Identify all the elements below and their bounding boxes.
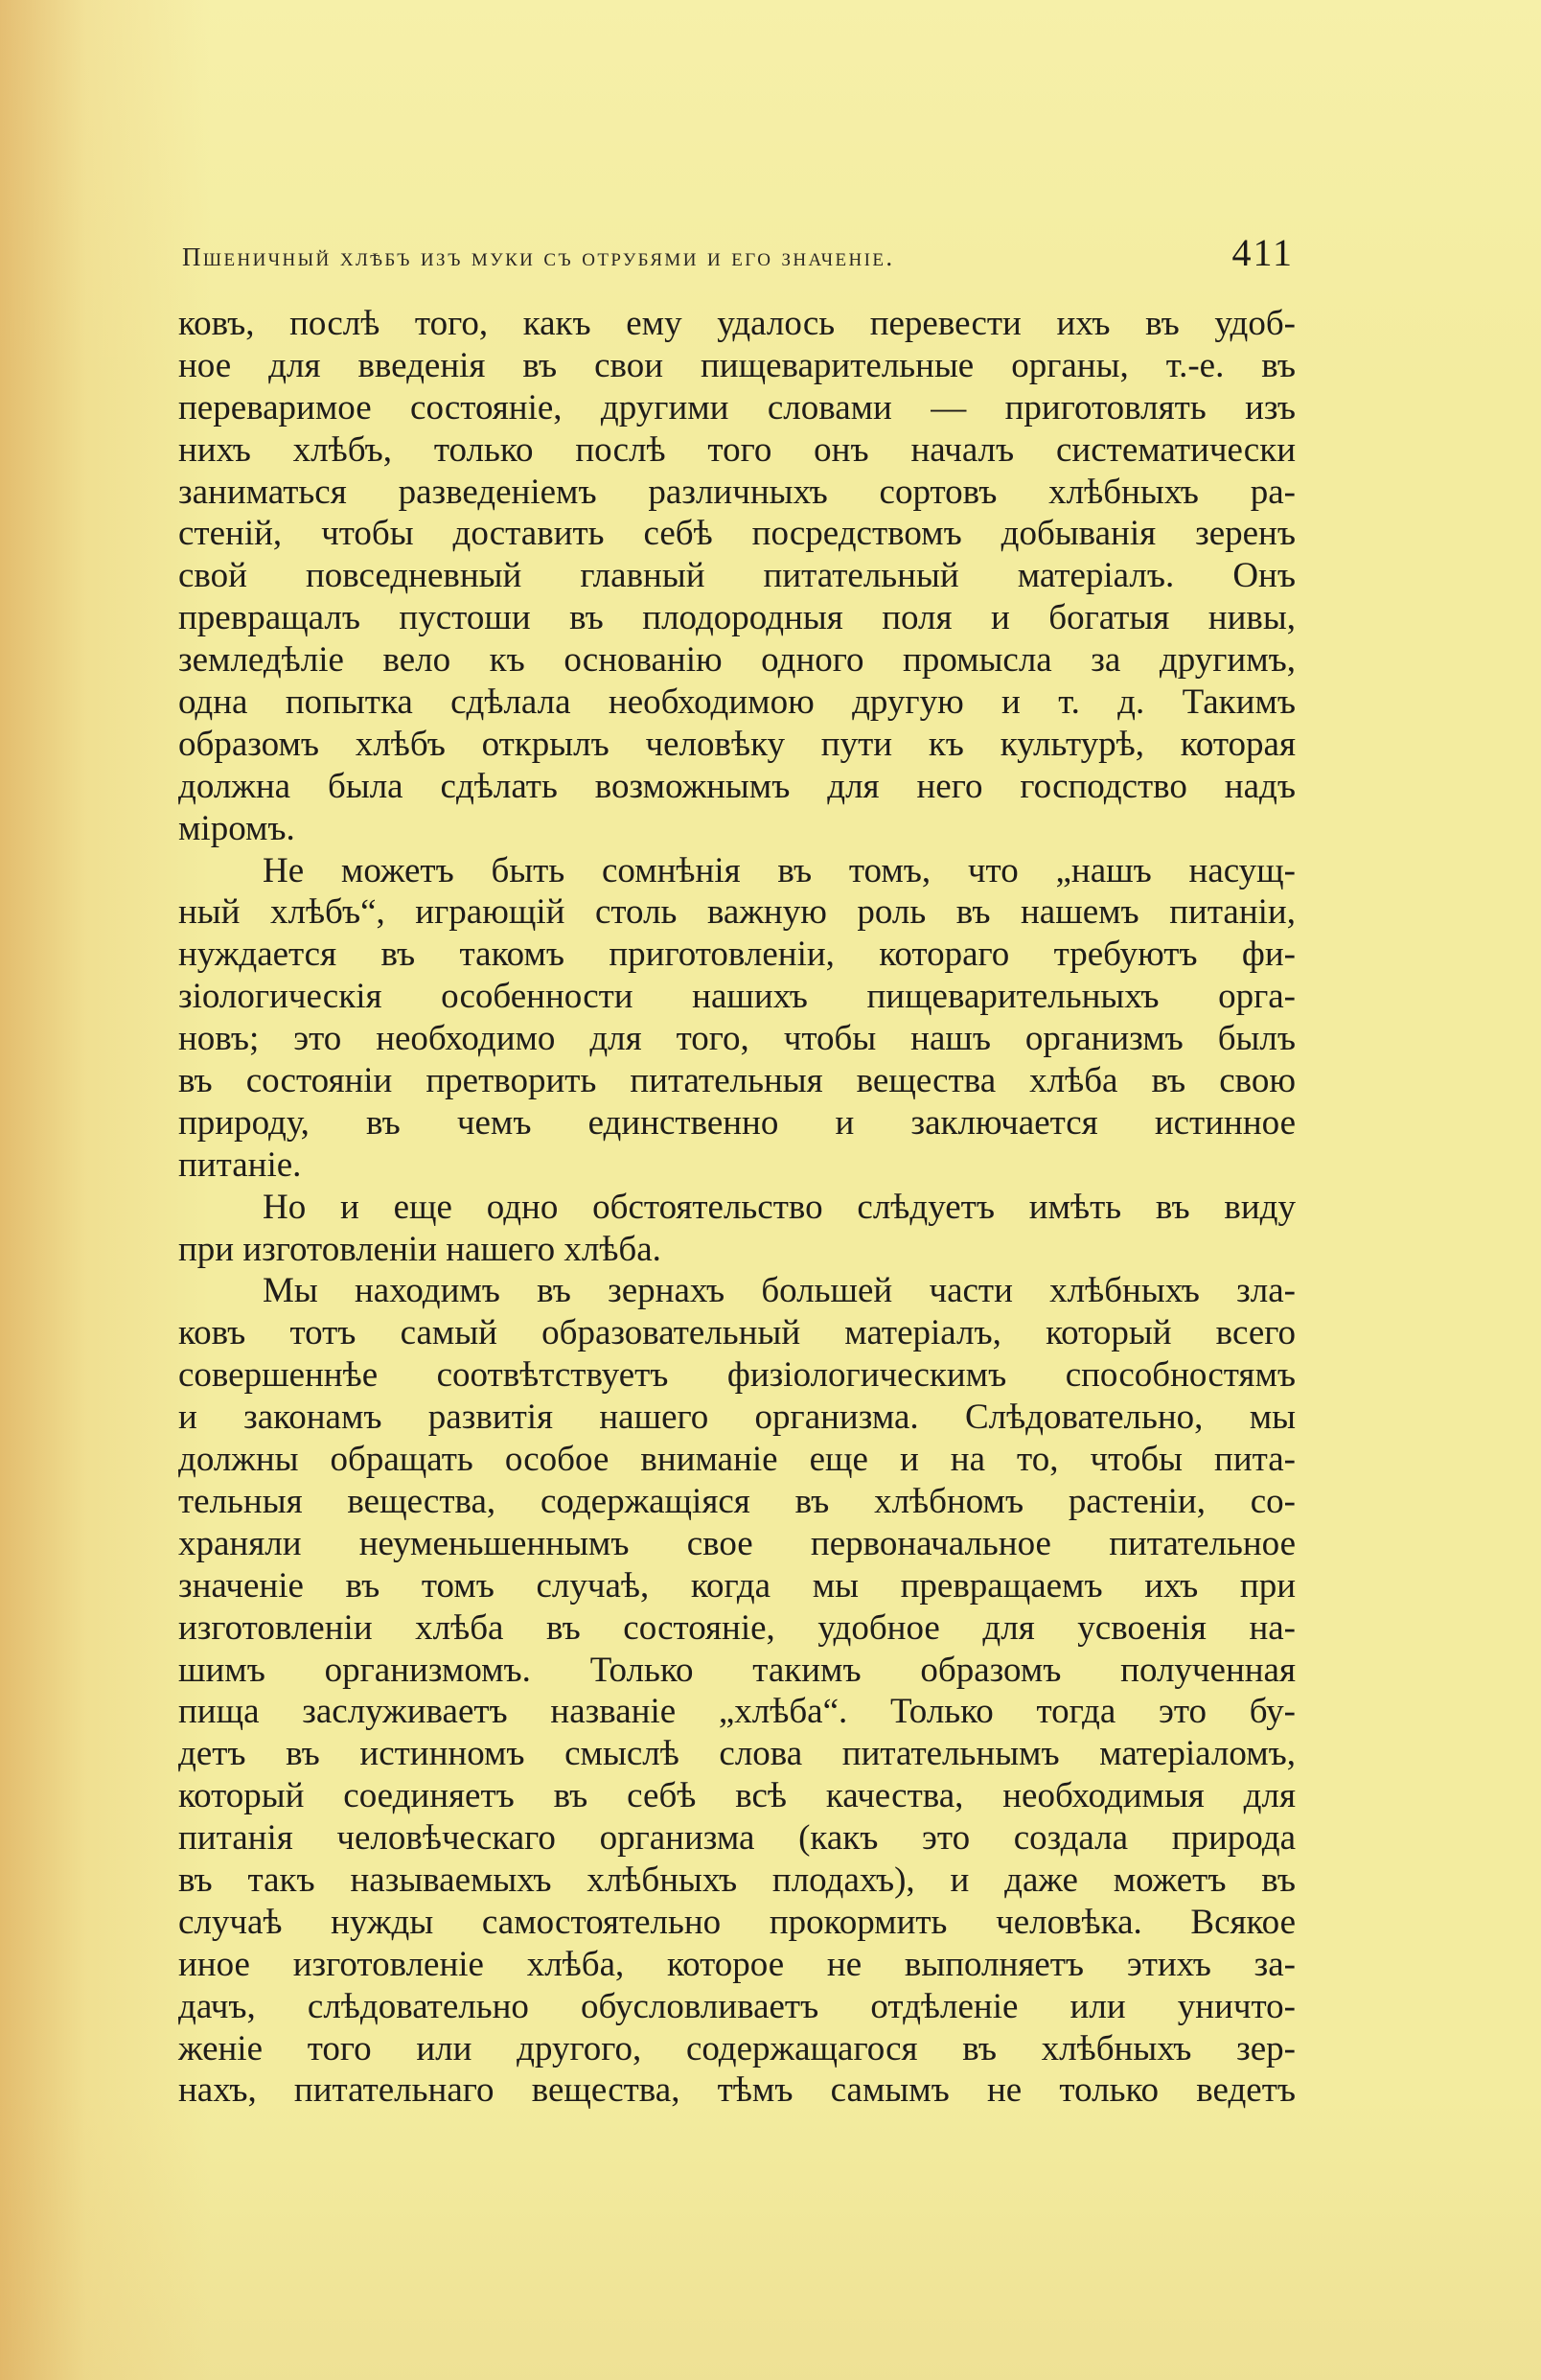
text-line: питаніе. bbox=[178, 1144, 302, 1185]
text-line: тельныя вещества, содержащіяся въ хлѣбномъ растеніи, со- bbox=[178, 1481, 1296, 1521]
text-line: иное изготовленіе хлѣба, которое не выполняетъ этихъ за- bbox=[178, 1944, 1296, 1984]
text-line: ный хлѣбъ“, играющій столь важную роль въ нашемъ питаніи, bbox=[178, 892, 1296, 933]
text-line: и законамъ развитія нашего организма. Слѣдовательно, мы bbox=[178, 1398, 1296, 1438]
text-line: свой повседневный главный питательный матеріалъ. Онъ bbox=[178, 556, 1296, 596]
text-line: ковъ тотъ самый образовательный матеріалъ, который всего bbox=[178, 1313, 1296, 1353]
text-line: природу, въ чемъ единственно и заключается истинное bbox=[178, 1102, 1296, 1143]
text-line: случаѣ нужды самостоятельно прокормить человѣка. Всякое bbox=[178, 1902, 1296, 1942]
text-line: міромъ. bbox=[178, 808, 295, 848]
text-line: который соединяетъ въ себѣ всѣ качества, необходимыя для bbox=[178, 1776, 1296, 1816]
running-head bbox=[182, 219, 1294, 272]
text-line: въ такъ называемыхъ хлѣбныхъ плодахъ), и даже можетъ въ bbox=[178, 1860, 1296, 1900]
text-line: женіе того или другого, содержащагося въ хлѣбныхъ зер- bbox=[178, 2028, 1296, 2068]
text-line: храняли неуменьшеннымъ свое первоначальное питательное bbox=[178, 1523, 1296, 1563]
text-line: детъ въ истинномъ смыслѣ слова питательнымъ матеріаломъ, bbox=[178, 1734, 1296, 1774]
text-line: значеніе въ томъ случаѣ, когда мы превращаемъ ихъ при bbox=[178, 1565, 1296, 1606]
text-line: Не можетъ быть сомнѣнія въ томъ, что „нашъ насущ- bbox=[263, 850, 1296, 890]
text-line: нахъ, питательнаго вещества, тѣмъ самымъ не только ведетъ bbox=[178, 2070, 1296, 2111]
text-line: шимъ организмомъ. Только такимъ образомъ полученная bbox=[178, 1650, 1296, 1690]
text-line: должны обращать особое вниманіе еще и на то, чтобы пита- bbox=[178, 1440, 1296, 1480]
text-line: Мы находимъ въ зернахъ большей части хлѣбныхъ зла- bbox=[263, 1271, 1296, 1311]
text-line: совершеннѣе соотвѣтствуетъ физіологическимъ способностямъ bbox=[178, 1355, 1296, 1396]
text-line: въ состояніи претворить питательныя вещества хлѣба въ свою bbox=[178, 1061, 1296, 1101]
text-line: земледѣліе вело къ основанію одного промысла за другимъ, bbox=[178, 640, 1296, 681]
text-line: новъ; это необходимо для того, чтобы нашъ организмъ былъ bbox=[178, 1019, 1296, 1059]
text-line: должна была сдѣлать возможнымъ для него господство надъ bbox=[178, 766, 1296, 806]
text-line: образомъ хлѣбъ открылъ человѣку пути къ культурѣ, которая bbox=[178, 724, 1296, 764]
text-line: питанія человѣческаго организма (какъ это создала природа bbox=[178, 1818, 1296, 1859]
running-title: Пшеничный хлѣбъ изъ муки съ отрубями и его значеніе. bbox=[182, 243, 895, 271]
text-line: Но и еще одно обстоятельство слѣдуетъ имѣть въ виду bbox=[263, 1187, 1296, 1227]
page-number: 411 bbox=[1231, 231, 1294, 274]
text-line: зіологическія особенности нашихъ пищеварительныхъ орга- bbox=[178, 977, 1296, 1017]
text-line: изготовленіи хлѣба въ состояніе, удобное для усвоенія на- bbox=[178, 1607, 1296, 1648]
text-line: при изготовленіи нашего хлѣба. bbox=[178, 1229, 661, 1269]
text-line: превращалъ пустоши въ плодородныя поля и богатыя нивы, bbox=[178, 598, 1296, 638]
text-line: пища заслуживаетъ названіе „хлѣба“. Только тогда это бу- bbox=[178, 1692, 1296, 1732]
text-line: ное для введенія въ свои пищеварительные органы, т.-е. въ bbox=[178, 345, 1296, 385]
text-line: дачъ, слѣдовательно обусловливаетъ отдѣленіе или уничто- bbox=[178, 1986, 1296, 2026]
text-line: нуждается въ такомъ приготовленіи, котораго требуютъ фи- bbox=[178, 935, 1296, 975]
text-line: заниматься разведеніемъ различныхъ сортовъ хлѣбныхъ ра- bbox=[178, 472, 1296, 512]
text-line: стеній, чтобы доставить себѣ посредствомъ добыванія зеренъ bbox=[178, 514, 1296, 554]
text-line: переваримое состояніе, другими словами — приготовлять изъ bbox=[178, 387, 1296, 427]
text-line: одна попытка сдѣлала необходимою другую и т. д. Такимъ bbox=[178, 682, 1296, 723]
text-line: ковъ, послѣ того, какъ ему удалось перевести ихъ въ удоб- bbox=[178, 304, 1296, 343]
body-text bbox=[178, 303, 1296, 2112]
text-line: нихъ хлѣбъ, только послѣ того онъ началъ систематически bbox=[178, 429, 1296, 470]
